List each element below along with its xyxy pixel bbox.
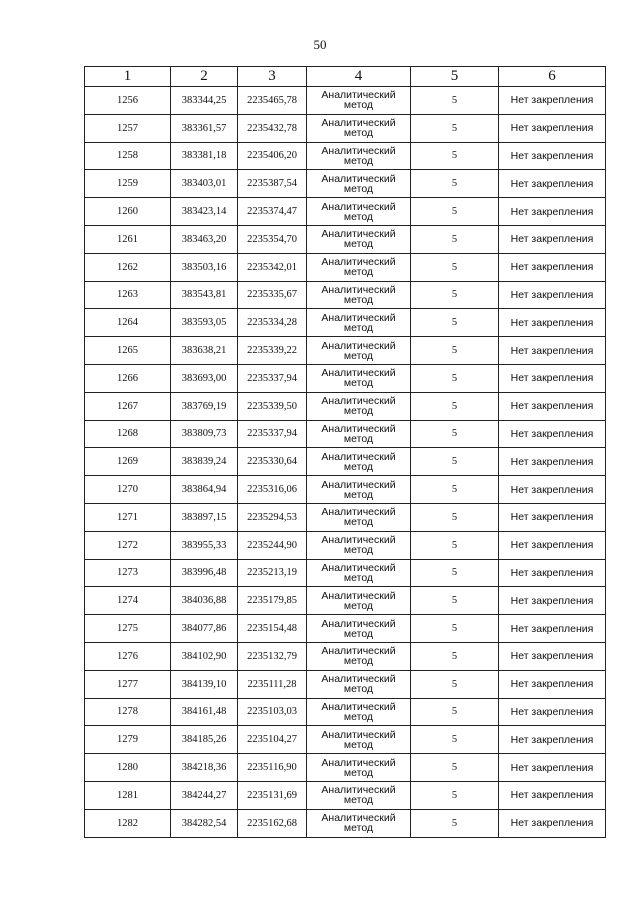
x-coordinate-cell: 383864,94 — [171, 476, 238, 504]
fixation-cell: Нет закрепления — [499, 392, 606, 420]
table-row — [85, 781, 606, 809]
table-row — [85, 87, 606, 115]
point-number-cell: 1278 — [85, 698, 171, 726]
y-coordinate-cell: 2235131,69 — [238, 781, 307, 809]
point-number-cell: 1280 — [85, 754, 171, 782]
x-coordinate-cell: 383344,25 — [171, 87, 238, 115]
method-line-2: метод — [343, 293, 374, 306]
table-row — [85, 670, 606, 698]
page-number: 50 — [313, 37, 327, 52]
x-coordinate-cell: 384077,86 — [171, 615, 238, 643]
y-coordinate-cell: 2235162,68 — [238, 809, 307, 837]
point-number-cell: 1265 — [85, 337, 171, 365]
table-row — [85, 698, 606, 726]
x-coordinate-cell: 383423,14 — [171, 198, 238, 226]
table-row — [85, 726, 606, 754]
method-cell — [307, 587, 411, 615]
point-number-cell: 1257 — [85, 114, 171, 142]
y-coordinate-cell: 2235116,90 — [238, 754, 307, 782]
header-row — [85, 67, 606, 87]
method-line-2: метод — [343, 599, 374, 612]
method-cell — [307, 754, 411, 782]
y-coordinate-cell: 2235330,64 — [238, 448, 307, 476]
fixation-cell: Нет закрепления — [499, 281, 606, 309]
method-line-1: Аналитический — [321, 172, 396, 185]
point-number-cell: 1261 — [85, 225, 171, 253]
fixation-cell: Нет закрепления — [499, 698, 606, 726]
point-number-cell: 1256 — [85, 87, 171, 115]
method-line-1: Аналитический — [321, 784, 396, 797]
method-line-1: Аналитический — [321, 700, 396, 713]
point-number-cell: 1279 — [85, 726, 171, 754]
table-row — [85, 225, 606, 253]
x-coordinate-cell: 383543,81 — [171, 281, 238, 309]
y-coordinate-cell: 2235387,54 — [238, 170, 307, 198]
y-coordinate-cell: 2235337,94 — [238, 364, 307, 392]
coordinates-table — [84, 66, 606, 838]
y-coordinate-cell: 2235213,19 — [238, 559, 307, 587]
accuracy-cell: 5 — [411, 364, 499, 392]
x-coordinate-cell: 383361,57 — [171, 114, 238, 142]
method-line-2: метод — [343, 238, 374, 251]
method-line-2: метод — [343, 710, 374, 723]
table-header — [85, 67, 606, 87]
method-cell — [307, 448, 411, 476]
y-coordinate-cell: 2235316,06 — [238, 476, 307, 504]
point-number-cell: 1269 — [85, 448, 171, 476]
fixation-cell: Нет закрепления — [499, 476, 606, 504]
table-row — [85, 448, 606, 476]
point-number-cell: 1282 — [85, 809, 171, 837]
fixation-cell: Нет закрепления — [499, 531, 606, 559]
fixation-cell: Нет закрепления — [499, 448, 606, 476]
column-header-6: 6 — [499, 67, 606, 87]
fixation-cell: Нет закрепления — [499, 420, 606, 448]
method-cell — [307, 337, 411, 365]
x-coordinate-cell: 384139,10 — [171, 670, 238, 698]
table-row — [85, 142, 606, 170]
fixation-cell: Нет закрепления — [499, 587, 606, 615]
method-line-1: Аналитический — [321, 812, 396, 825]
fixation-cell: Нет закрепления — [499, 253, 606, 281]
method-cell — [307, 253, 411, 281]
method-line-2: метод — [343, 182, 374, 195]
method-line-2: метод — [343, 627, 374, 640]
fixation-cell: Нет закрепления — [499, 114, 606, 142]
table-row — [85, 642, 606, 670]
fixation-cell: Нет закрепления — [499, 309, 606, 337]
column-header-2: 2 — [171, 67, 238, 87]
y-coordinate-cell: 2235334,28 — [238, 309, 307, 337]
point-number-cell: 1281 — [85, 781, 171, 809]
table-row — [85, 503, 606, 531]
accuracy-cell: 5 — [411, 670, 499, 698]
point-number-cell: 1272 — [85, 531, 171, 559]
method-line-2: метод — [343, 377, 374, 390]
table-row — [85, 754, 606, 782]
y-coordinate-cell: 2235339,50 — [238, 392, 307, 420]
y-coordinate-cell: 2235374,47 — [238, 198, 307, 226]
method-line-2: метод — [343, 655, 374, 668]
method-line-1: Аналитический — [321, 589, 396, 602]
y-coordinate-cell: 2235154,48 — [238, 615, 307, 643]
fixation-cell: Нет закрепления — [499, 170, 606, 198]
method-cell — [307, 114, 411, 142]
point-number-cell: 1271 — [85, 503, 171, 531]
point-number-cell: 1262 — [85, 253, 171, 281]
fixation-cell: Нет закрепления — [499, 754, 606, 782]
accuracy-cell: 5 — [411, 225, 499, 253]
method-line-2: метод — [343, 210, 374, 223]
table-row — [85, 198, 606, 226]
y-coordinate-cell: 2235104,27 — [238, 726, 307, 754]
accuracy-cell: 5 — [411, 281, 499, 309]
accuracy-cell: 5 — [411, 726, 499, 754]
method-cell — [307, 87, 411, 115]
method-line-1: Аналитический — [321, 395, 396, 408]
table-row — [85, 420, 606, 448]
accuracy-cell: 5 — [411, 809, 499, 837]
x-coordinate-cell: 384218,36 — [171, 754, 238, 782]
method-cell — [307, 503, 411, 531]
accuracy-cell: 5 — [411, 531, 499, 559]
table-row — [85, 253, 606, 281]
table-row — [85, 170, 606, 198]
x-coordinate-cell: 383593,05 — [171, 309, 238, 337]
method-cell — [307, 225, 411, 253]
x-coordinate-cell: 384244,27 — [171, 781, 238, 809]
fixation-cell: Нет закрепления — [499, 225, 606, 253]
method-cell — [307, 170, 411, 198]
table-row — [85, 337, 606, 365]
y-coordinate-cell: 2235294,53 — [238, 503, 307, 531]
fixation-cell: Нет закрепления — [499, 337, 606, 365]
fixation-cell: Нет закрепления — [499, 670, 606, 698]
method-line-1: Аналитический — [321, 256, 396, 269]
method-line-2: метод — [343, 99, 374, 112]
method-line-2: метод — [343, 266, 374, 279]
method-line-1: Аналитический — [321, 422, 396, 435]
method-cell — [307, 670, 411, 698]
method-line-1: Аналитический — [321, 506, 396, 519]
x-coordinate-cell: 383955,33 — [171, 531, 238, 559]
method-line-1: Аналитический — [321, 534, 396, 547]
method-line-1: Аналитический — [321, 200, 396, 213]
fixation-cell: Нет закрепления — [499, 198, 606, 226]
method-cell — [307, 642, 411, 670]
accuracy-cell: 5 — [411, 503, 499, 531]
method-cell — [307, 531, 411, 559]
y-coordinate-cell: 2235432,78 — [238, 114, 307, 142]
method-line-2: метод — [343, 432, 374, 445]
y-coordinate-cell: 2235354,70 — [238, 225, 307, 253]
method-line-2: метод — [343, 460, 374, 473]
x-coordinate-cell: 384282,54 — [171, 809, 238, 837]
y-coordinate-cell: 2235132,79 — [238, 642, 307, 670]
method-cell — [307, 281, 411, 309]
point-number-cell: 1273 — [85, 559, 171, 587]
accuracy-cell: 5 — [411, 698, 499, 726]
method-cell — [307, 142, 411, 170]
y-coordinate-cell: 2235406,20 — [238, 142, 307, 170]
method-cell — [307, 781, 411, 809]
fixation-cell: Нет закрепления — [499, 642, 606, 670]
table-row — [85, 587, 606, 615]
method-line-2: метод — [343, 154, 374, 167]
method-line-1: Аналитический — [321, 144, 396, 157]
x-coordinate-cell: 383503,16 — [171, 253, 238, 281]
accuracy-cell: 5 — [411, 420, 499, 448]
column-header-1: 1 — [85, 67, 171, 87]
method-cell — [307, 698, 411, 726]
table-row — [85, 476, 606, 504]
x-coordinate-cell: 383381,18 — [171, 142, 238, 170]
fixation-cell: Нет закрепления — [499, 809, 606, 837]
y-coordinate-cell: 2235244,90 — [238, 531, 307, 559]
column-header-5: 5 — [411, 67, 499, 87]
method-line-2: метод — [343, 794, 374, 807]
accuracy-cell: 5 — [411, 337, 499, 365]
fixation-cell: Нет закрепления — [499, 503, 606, 531]
method-line-1: Аналитический — [321, 89, 396, 102]
fixation-cell: Нет закрепления — [499, 615, 606, 643]
y-coordinate-cell: 2235111,28 — [238, 670, 307, 698]
method-line-1: Аналитический — [321, 228, 396, 241]
method-line-2: метод — [343, 766, 374, 779]
accuracy-cell: 5 — [411, 392, 499, 420]
x-coordinate-cell: 383638,21 — [171, 337, 238, 365]
accuracy-cell: 5 — [411, 114, 499, 142]
accuracy-cell: 5 — [411, 615, 499, 643]
method-line-1: Аналитический — [321, 617, 396, 630]
method-line-1: Аналитический — [321, 645, 396, 658]
method-cell — [307, 198, 411, 226]
x-coordinate-cell: 383996,48 — [171, 559, 238, 587]
accuracy-cell: 5 — [411, 170, 499, 198]
table-row — [85, 615, 606, 643]
method-line-1: Аналитический — [321, 673, 396, 686]
x-coordinate-cell: 383897,15 — [171, 503, 238, 531]
point-number-cell: 1275 — [85, 615, 171, 643]
method-line-1: Аналитический — [321, 756, 396, 769]
y-coordinate-cell: 2235335,67 — [238, 281, 307, 309]
accuracy-cell: 5 — [411, 642, 499, 670]
table-row — [85, 281, 606, 309]
fixation-cell: Нет закрепления — [499, 364, 606, 392]
x-coordinate-cell: 383693,00 — [171, 364, 238, 392]
point-number-cell: 1259 — [85, 170, 171, 198]
y-coordinate-cell: 2235339,22 — [238, 337, 307, 365]
accuracy-cell: 5 — [411, 559, 499, 587]
method-line-2: метод — [343, 544, 374, 557]
point-number-cell: 1263 — [85, 281, 171, 309]
method-cell — [307, 309, 411, 337]
x-coordinate-cell: 383839,24 — [171, 448, 238, 476]
method-cell — [307, 420, 411, 448]
x-coordinate-cell: 384185,26 — [171, 726, 238, 754]
x-coordinate-cell: 383463,20 — [171, 225, 238, 253]
fixation-cell: Нет закрепления — [499, 142, 606, 170]
column-header-3: 3 — [238, 67, 307, 87]
method-line-2: метод — [343, 571, 374, 584]
x-coordinate-cell: 384036,88 — [171, 587, 238, 615]
accuracy-cell: 5 — [411, 142, 499, 170]
accuracy-cell: 5 — [411, 476, 499, 504]
point-number-cell: 1266 — [85, 364, 171, 392]
method-line-2: метод — [343, 488, 374, 501]
method-line-2: метод — [343, 822, 374, 835]
point-number-cell: 1267 — [85, 392, 171, 420]
y-coordinate-cell: 2235179,85 — [238, 587, 307, 615]
x-coordinate-cell: 384161,48 — [171, 698, 238, 726]
method-line-2: метод — [343, 683, 374, 696]
accuracy-cell: 5 — [411, 253, 499, 281]
method-line-1: Аналитический — [321, 367, 396, 380]
point-number-cell: 1277 — [85, 670, 171, 698]
point-number-cell: 1264 — [85, 309, 171, 337]
table-row — [85, 559, 606, 587]
method-cell — [307, 392, 411, 420]
method-line-2: метод — [343, 405, 374, 418]
method-line-1: Аналитический — [321, 561, 396, 574]
method-line-2: метод — [343, 321, 374, 334]
accuracy-cell: 5 — [411, 448, 499, 476]
x-coordinate-cell: 383769,19 — [171, 392, 238, 420]
method-cell — [307, 615, 411, 643]
method-line-1: Аналитический — [321, 117, 396, 130]
table-row — [85, 114, 606, 142]
point-number-cell: 1260 — [85, 198, 171, 226]
point-number-cell: 1276 — [85, 642, 171, 670]
y-coordinate-cell: 2235342,01 — [238, 253, 307, 281]
table-row — [85, 531, 606, 559]
method-line-2: метод — [343, 738, 374, 751]
accuracy-cell: 5 — [411, 87, 499, 115]
method-cell — [307, 809, 411, 837]
point-number-cell: 1270 — [85, 476, 171, 504]
y-coordinate-cell: 2235465,78 — [238, 87, 307, 115]
method-line-1: Аналитический — [321, 450, 396, 463]
y-coordinate-cell: 2235337,94 — [238, 420, 307, 448]
point-number-cell: 1268 — [85, 420, 171, 448]
method-cell — [307, 476, 411, 504]
method-cell — [307, 726, 411, 754]
table-row — [85, 809, 606, 837]
table-row — [85, 364, 606, 392]
accuracy-cell: 5 — [411, 587, 499, 615]
method-cell — [307, 559, 411, 587]
x-coordinate-cell: 383403,01 — [171, 170, 238, 198]
method-line-2: метод — [343, 127, 374, 140]
fixation-cell: Нет закрепления — [499, 726, 606, 754]
x-coordinate-cell: 384102,90 — [171, 642, 238, 670]
fixation-cell: Нет закрепления — [499, 781, 606, 809]
fixation-cell: Нет закрепления — [499, 87, 606, 115]
y-coordinate-cell: 2235103,03 — [238, 698, 307, 726]
method-cell — [307, 364, 411, 392]
method-line-2: метод — [343, 516, 374, 529]
fixation-cell: Нет закрепления — [499, 559, 606, 587]
table-body — [85, 87, 606, 838]
accuracy-cell: 5 — [411, 198, 499, 226]
accuracy-cell: 5 — [411, 754, 499, 782]
x-coordinate-cell: 383809,73 — [171, 420, 238, 448]
table-row — [85, 309, 606, 337]
accuracy-cell: 5 — [411, 781, 499, 809]
method-line-1: Аналитический — [321, 311, 396, 324]
method-line-1: Аналитический — [321, 339, 396, 352]
accuracy-cell: 5 — [411, 309, 499, 337]
column-header-4: 4 — [307, 67, 411, 87]
method-line-2: метод — [343, 349, 374, 362]
method-line-1: Аналитический — [321, 728, 396, 741]
point-number-cell: 1274 — [85, 587, 171, 615]
method-line-1: Аналитический — [321, 283, 396, 296]
method-line-1: Аналитический — [321, 478, 396, 491]
table-row — [85, 392, 606, 420]
point-number-cell: 1258 — [85, 142, 171, 170]
